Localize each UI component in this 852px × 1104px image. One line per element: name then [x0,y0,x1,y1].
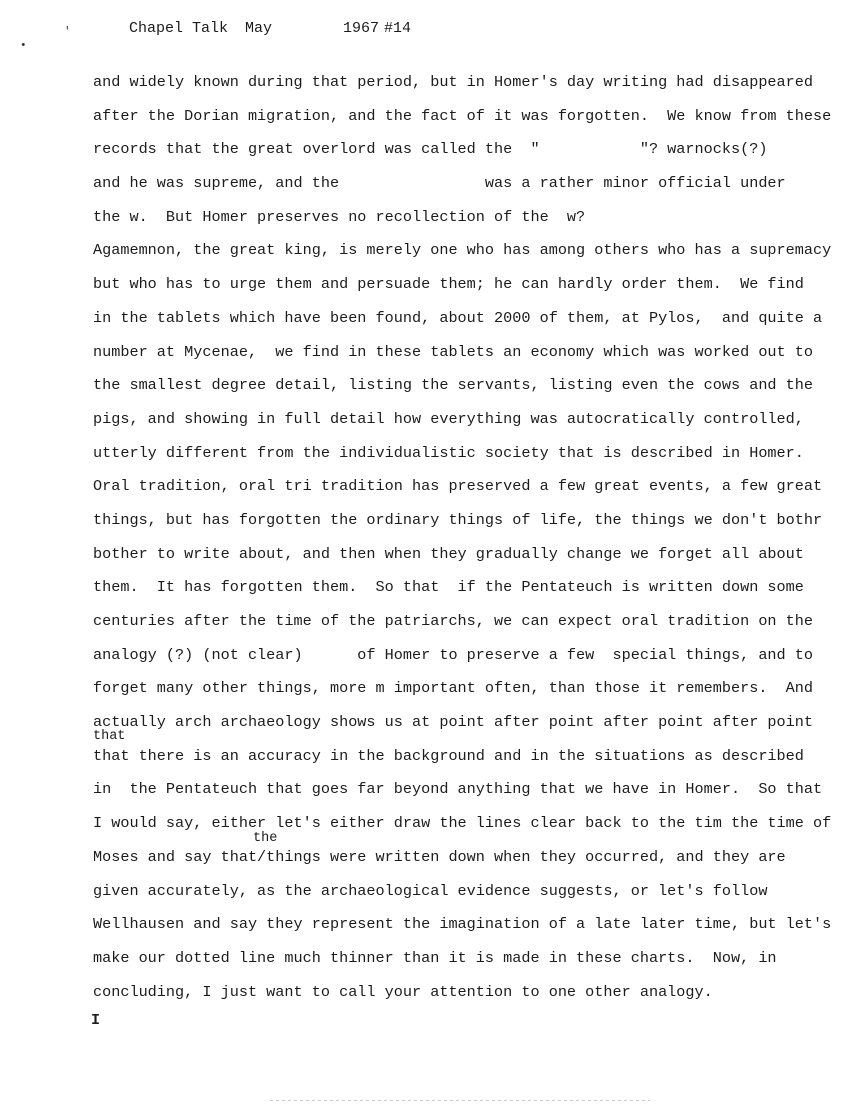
text-line-10: the smallest degree detail, listing the servants, listing even the cows and the [93,376,814,395]
text-line-16: them. It has forgotten them. So that if the Pentateuch is written down some [93,578,804,597]
text-line-20: actually arch archaeology shows us at point after point after point after point [93,713,814,732]
stray-mark-apostrophe: ' [64,26,71,38]
text-line-23: I would say, either let's either draw the lines clear back to the tim the time of [93,814,832,833]
text-line-2: after the Dorian migration, and the fact of it was forgotten. We know from these [93,106,832,125]
bottom-dotted-edge [270,1100,650,1101]
text-line-1: and widely known during that period, but in Homer's day writing had disappeared [93,73,814,91]
text-line-21: that there is an accuracy in the background and in the situations as described [93,746,804,765]
text-line-11: pigs, and showing in full detail how everything was autocratically controlled, [93,409,804,428]
stray-mark-dot: • [20,40,27,52]
text-line-9: number at Mycenae, we find in these tablets an economy which was worked out to [93,342,814,361]
text-line-18: analogy (?) (not clear) of Homer to preserve a few special things, and to [93,645,814,664]
interlinear-insert-that: that [93,729,126,744]
text-line-25: given accurately, as the archaeological evidence suggests, or let's follow [93,881,768,900]
page-header [93,3,411,54]
header-title: Chapel Talk [129,20,229,37]
text-line-28: concluding, I just want to call your attention to one other analogy. [93,982,713,1001]
text-line-5: the w. But Homer preserves no recollection of the w? [93,207,586,226]
text-line-19: forget many other things, more m important often, than those it remembers. And [93,679,814,698]
header-number: #14 [384,20,412,37]
text-line-14: things, but has forgotten the ordinary things of life, the things we don't bothr [93,510,823,529]
body-text [93,66,832,1009]
text-line-3: records that the great overlord was called the " "? warnocks(?) [93,140,768,159]
text-line-24: Moses and say that/things were written down when they occurred, and they are [93,847,786,866]
interlinear-insert-the: the [253,831,278,846]
text-line-22: in the Pentateuch that goes far beyond anything that we have in Homer. So that [93,780,823,799]
bottom-page-mark: I [91,1012,101,1029]
text-line-15: bother to write about, and then when they gradually change we forget all about [93,544,804,563]
header-month: May [245,20,273,37]
header-year: 1967 [343,20,380,37]
text-line-12: utterly different from the individualistic society that is described in Homer. [93,443,804,462]
text-line-4: and he was supreme, and the was a rather minor official under [93,174,786,193]
text-line-17: centuries after the time of the patriarchs, we can expect oral tradition on the [93,612,814,630]
text-line-8: in the tablets which have been found, about 2000 of them, at Pylos, and quite a [93,308,823,327]
text-line-6: Agamemnon, the great king, is merely one who has among others who has a supremacy [93,241,832,260]
text-line-7: but who has to urge them and persuade them; he can hardly order them. We find [93,275,804,294]
text-line-26: Wellhausen and say they represent the imagination of a late later time, but let's [93,915,832,934]
text-line-27: make our dotted line much thinner than it is made in these charts. Now, in [93,948,777,967]
text-line-13: Oral tradition, oral tri tradition has preserved a few great events, a few great [93,477,823,496]
